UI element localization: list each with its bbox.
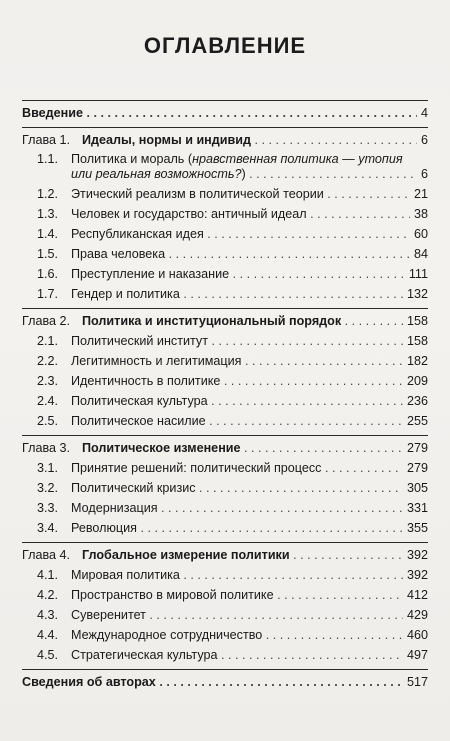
item-page: 21 — [413, 187, 428, 201]
item-title-end: ) — [241, 167, 246, 181]
item-page: 111 — [408, 267, 428, 281]
toc-item — [22, 329, 428, 349]
chapter-title: Политика и институциональный порядок — [82, 314, 342, 328]
item-number: 3.4. — [37, 521, 59, 535]
toc-chapter — [22, 543, 428, 563]
item-number: 1.4. — [37, 227, 59, 241]
item-title: Политическая культура — [71, 394, 208, 408]
item-number: 2.5. — [37, 414, 59, 428]
toc-item — [22, 623, 428, 643]
item-title: Модернизация — [71, 501, 158, 515]
item-title: Политический кризис — [71, 481, 196, 495]
item-title: Пространство в мировой политике — [71, 588, 274, 602]
toc-item — [22, 389, 428, 409]
item-title: Революция — [71, 521, 137, 535]
item-page: 279 — [406, 461, 428, 475]
item-title: Мировая политика — [71, 568, 180, 582]
toc-item — [22, 643, 428, 663]
toc-outro-label: Сведения об авторах . . . — [22, 675, 403, 690]
toc-item — [22, 563, 428, 583]
item-page: 158 — [406, 334, 428, 348]
item-number: 3.3. — [37, 501, 59, 515]
toc-item — [22, 262, 428, 282]
item-number: 2.2. — [37, 354, 59, 368]
item-page: 355 — [406, 521, 428, 535]
item-page: 412 — [406, 588, 428, 602]
item-title: Политика и мораль ( — [71, 152, 193, 166]
item-title-italic-2: или реальная возможность? — [71, 167, 242, 181]
chapter-number: Глава 1. — [22, 133, 71, 147]
chapter-page: 158 — [406, 314, 428, 328]
item-number: 1.6. — [37, 267, 59, 281]
toc-intro — [22, 101, 428, 121]
item-page: 6 — [420, 167, 428, 181]
item-page: 331 — [406, 501, 428, 515]
item-title: Права человека — [71, 247, 166, 261]
item-page: 60 — [413, 227, 428, 241]
toc-item — [22, 152, 428, 182]
item-title: Человек и государство: античный идеал — [71, 207, 307, 221]
toc-item — [22, 242, 428, 262]
toc-intro-page: 4 — [420, 106, 428, 120]
chapter-title: Глобальное измерение политики — [82, 548, 290, 562]
chapter-page: 279 — [406, 441, 428, 455]
item-title: Республиканская идея — [71, 227, 204, 241]
item-number: 4.1. — [37, 568, 59, 582]
item-title: Этический реализм в политической теории — [71, 187, 324, 201]
item-number: 1.2. — [37, 187, 59, 201]
item-page: 38 — [413, 207, 428, 221]
item-number: 4.3. — [37, 608, 59, 622]
item-page: 182 — [406, 354, 428, 368]
item-title: Политический институт — [71, 334, 208, 348]
item-page: 497 — [406, 648, 428, 662]
toc-item — [22, 496, 428, 516]
item-page: 305 — [406, 481, 428, 495]
toc-item — [22, 516, 428, 536]
toc-chapter — [22, 128, 428, 148]
chapter-number: Глава 3. — [22, 441, 71, 455]
item-title: Политическое насилие — [71, 414, 206, 428]
item-number: 2.3. — [37, 374, 59, 388]
item-number: 1.3. — [37, 207, 59, 221]
toc-item — [22, 369, 428, 389]
item-page: 132 — [406, 287, 428, 301]
toc-outro — [22, 670, 428, 690]
toc-item — [22, 603, 428, 623]
item-title: Легитимность и легитимация — [71, 354, 242, 368]
toc-item — [22, 202, 428, 222]
toc-item — [22, 182, 428, 202]
item-number: 4.5. — [37, 648, 59, 662]
item-page: 429 — [406, 608, 428, 622]
item-title-italic: нравственная политика — утопия — [192, 152, 403, 166]
item-title: Принятие решений: политический процесс — [71, 461, 322, 475]
item-number: 2.4. — [37, 394, 59, 408]
item-title: Гендер и политика — [71, 287, 180, 301]
chapter-title: Политическое изменение — [82, 441, 241, 455]
toc-chapter — [22, 309, 428, 329]
toc-item — [22, 409, 428, 429]
item-page: 255 — [406, 414, 428, 428]
item-title: Международное сотрудничество — [71, 628, 263, 642]
item-number: 1.5. — [37, 247, 59, 261]
item-title: Суверенитет — [71, 608, 146, 622]
item-page: 460 — [406, 628, 428, 642]
toc-item — [22, 282, 428, 302]
item-number: 4.4. — [37, 628, 59, 642]
item-title: Идентичность в политике — [71, 374, 221, 388]
item-number: 1.1. — [37, 152, 59, 166]
item-number: 4.2. — [37, 588, 59, 602]
table-of-contents — [22, 100, 428, 690]
toc-chapter — [22, 436, 428, 456]
item-title: Стратегическая культура — [71, 648, 218, 662]
item-page: 209 — [406, 374, 428, 388]
chapter-number: Глава 2. — [22, 314, 71, 328]
item-page: 236 — [406, 394, 428, 408]
item-title: Преступление и наказание — [71, 267, 230, 281]
item-page: 84 — [413, 247, 428, 261]
chapter-title: Идеалы, нормы и индивид — [82, 133, 252, 147]
toc-item — [22, 222, 428, 242]
toc-item — [22, 349, 428, 369]
chapter-page: 392 — [406, 548, 428, 562]
chapter-number: Глава 4. — [22, 548, 71, 562]
item-number: 3.1. — [37, 461, 59, 475]
item-number: 1.7. — [37, 287, 59, 301]
item-page: 392 — [406, 568, 428, 582]
item-number: 3.2. — [37, 481, 59, 495]
item-number: 2.1. — [37, 334, 59, 348]
toc-intro-label: Введение . . . — [22, 106, 417, 121]
toc-item — [22, 476, 428, 496]
toc-item — [22, 583, 428, 603]
page-title: ОГЛАВЛЕНИЕ — [143, 33, 307, 58]
chapter-page: 6 — [420, 133, 428, 147]
toc-outro-page: 517 — [406, 675, 428, 689]
toc-item — [22, 456, 428, 476]
